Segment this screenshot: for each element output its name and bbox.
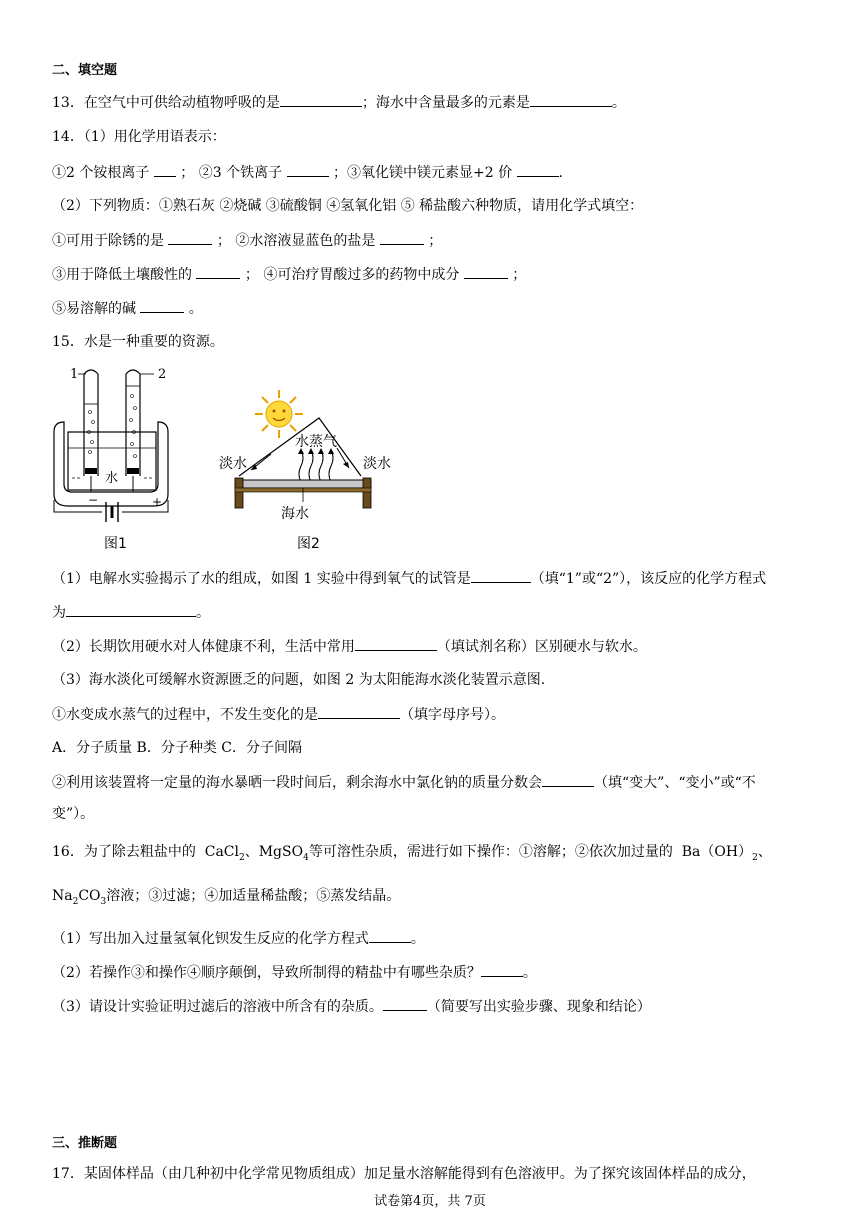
sun-icon <box>255 390 303 438</box>
answer-blank[interactable] <box>355 636 437 651</box>
vapor-label: 水蒸气 <box>295 434 337 450</box>
question-15-part3-sub1: ①水变成水蒸气的过程中，不发生变化的是 （填字母序号）。 <box>52 704 505 725</box>
question-15-part1: （1）电解水实验揭示了水的组成，如图 1 实验中得到氧气的试管是 （填“1”或“2”），该反应的化学方程式 <box>52 568 766 589</box>
tube-1-label: 1 <box>70 367 79 382</box>
section-heading-fill-blank: 二、填空题 <box>52 63 118 78</box>
answer-blank[interactable] <box>66 602 196 617</box>
answer-blank[interactable] <box>542 772 594 787</box>
electrolysis-figure <box>50 364 200 556</box>
question-14-line5: ③用于降低土壤酸性的 ； ④可治疗胃酸过多的药物中成分 ； <box>52 264 526 285</box>
answer-blank[interactable] <box>140 298 184 313</box>
question-15-options: A．分子质量 B．分子种类 C．分子间隔 <box>52 740 303 756</box>
question-17: 17．某固体样品（由几种初中化学常见物质组成）加足量水溶解能得到有色溶液甲。为了探究该固体样品的成分， <box>52 1166 756 1182</box>
negative-terminal: − <box>88 493 99 507</box>
question-13: 13．在空气中可供给动植物呼吸的是 ；海水中含量最多的元素是 。 <box>52 92 626 113</box>
fresh-water-left-label: 淡水 <box>219 456 247 472</box>
question-15-part3-sub2-cont: 变”）。 <box>52 806 95 822</box>
question-15: 15．水是一种重要的资源。 <box>52 334 224 350</box>
question-15-part3-sub2: ②利用该装置将一定量的海水暴晒一段时间后，剩余海水中氯化钠的质量分数会 （填“变大”、“变小”或“不 <box>52 772 756 793</box>
question-16: 16．为了除去粗盐中的 CaCl$_2$、MgSO$_4$等可溶性杂质，需进行如下操作：①溶解；②依次加过量的 $Ba(OH)_2$、 <box>52 844 772 863</box>
answer-blank[interactable] <box>196 264 240 279</box>
answer-blank[interactable] <box>383 996 427 1011</box>
question-15-part1-cont: 为 。 <box>52 602 210 623</box>
question-14-part2: （2）下列物质：①熟石灰 ②烧碱 ③硫酸铜 ④氢氧化铝 ⑤ 稀盐酸六种物质，请用化学式填空： <box>52 198 644 214</box>
answer-blank[interactable] <box>380 230 424 245</box>
fresh-water-right-label: 淡水 <box>363 456 391 472</box>
question-14-line2: ①2 个铵根离子 ； ②3 个铁离子 ；③氧化镁中镁元素显+2 价 . <box>52 162 563 183</box>
question-16-line2: $Na_2CO_3$溶液；③过滤；④加适量稀盐酸；⑤蒸发结晶。 <box>52 888 401 907</box>
question-14-line6: ⑤易溶解的碱 。 <box>52 298 203 319</box>
question-15-part3: （3）海水淡化可缓解水资源匮乏的问题，如图 2 为太阳能海水淡化装置示意图. <box>52 672 546 688</box>
question-16-part3: （3）请设计实验证明过滤后的溶液中所含有的杂质。 （简要写出实验步骤、现象和结论） <box>52 996 651 1017</box>
tube-2-label: 2 <box>158 367 167 382</box>
question-16-part1: （1）写出加入过量氢氧化钡发生反应的化学方程式 。 <box>52 928 425 949</box>
section-heading-inference: 三、推断题 <box>52 1136 118 1151</box>
answer-blank[interactable] <box>168 230 212 245</box>
answer-blank[interactable] <box>464 264 508 279</box>
figure-1-caption: 图1 <box>104 536 127 552</box>
answer-blank[interactable] <box>318 704 400 719</box>
solar-desalination-figure <box>215 390 391 556</box>
question-14-line4: ①可用于除锈的是 ； ②水溶液显蓝色的盐是 ； <box>52 230 442 251</box>
answer-blank[interactable] <box>369 928 411 943</box>
question-16-part2: （2）若操作③和操作④顺序颠倒，导致所制得的精盐中有哪些杂质？ 。 <box>52 962 537 983</box>
question-15-part2: （2）长期饮用硬水对人体健康不利，生活中常用 （填试剂名称）区别硬水与软水。 <box>52 636 647 657</box>
answer-blank[interactable] <box>471 568 531 583</box>
figure-2-caption: 图2 <box>297 536 320 552</box>
answer-blank[interactable] <box>530 92 612 107</box>
question-14-part1: 14．（1）用化学用语表示： <box>52 129 226 145</box>
answer-blank[interactable] <box>481 962 523 977</box>
answer-blank[interactable] <box>287 162 329 177</box>
answer-blank[interactable] <box>517 162 559 177</box>
answer-blank[interactable] <box>280 92 362 107</box>
seawater-label: 海水 <box>281 506 309 522</box>
water-label: 水 <box>105 471 119 486</box>
positive-terminal: + <box>152 495 163 509</box>
page-footer: 试卷第4页，共 7页 <box>374 1194 486 1209</box>
answer-blank[interactable] <box>154 162 176 177</box>
